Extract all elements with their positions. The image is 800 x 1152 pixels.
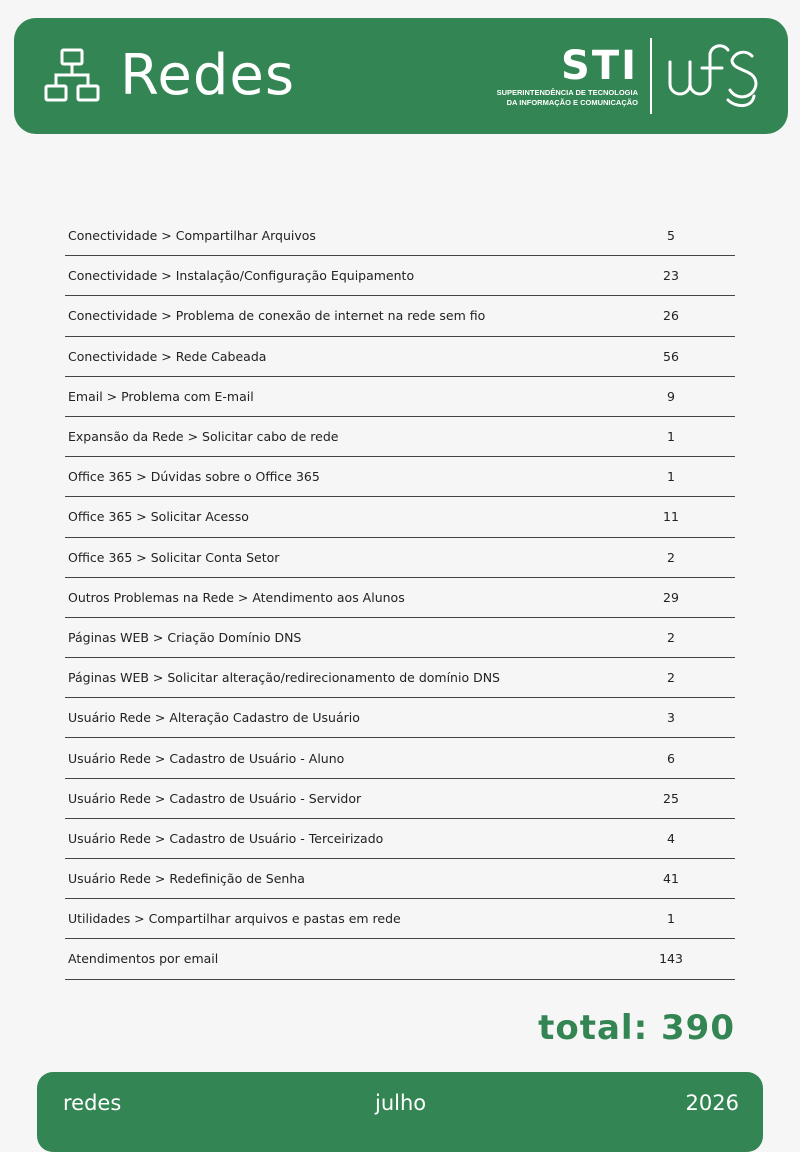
row-label: Utilidades > Compartilhar arquivos e pastas em rede [68, 911, 401, 927]
row-count: 1 [667, 469, 675, 485]
logo-divider [650, 38, 652, 114]
row-label: Office 365 > Solicitar Acesso [68, 509, 249, 525]
sti-subtitle-line2: DA INFORMAÇÃO E COMUNICAÇÃO [506, 98, 638, 107]
row-label: Conectividade > Instalação/Configuração Equipamento [68, 268, 415, 284]
table-row [65, 698, 735, 738]
row-count: 29 [663, 589, 679, 605]
row-label: Expansão da Rede > Solicitar cabo de rede [68, 429, 339, 445]
row-label: Usuário Rede > Cadastro de Usuário - Aluno [68, 750, 345, 766]
row-label: Usuário Rede > Cadastro de Usuário - Terceirizado [68, 830, 384, 846]
row-label: Atendimentos por email [68, 951, 219, 967]
row-count: 9 [667, 388, 675, 404]
row-label: Conectividade > Problema de conexão de internet na rede sem fio [68, 308, 486, 324]
table-row [65, 779, 735, 819]
row-count: 26 [663, 308, 679, 324]
row-label: Páginas WEB > Criação Domínio DNS [68, 629, 302, 645]
table-row [65, 256, 735, 296]
table-row [65, 819, 735, 859]
row-label: Usuário Rede > Cadastro de Usuário - Servidor [68, 790, 362, 806]
row-count: 2 [667, 629, 675, 645]
table-row [65, 296, 735, 336]
table-row [65, 618, 735, 658]
table-row [65, 859, 735, 899]
row-count: 1 [667, 429, 675, 445]
table-row [65, 658, 735, 698]
row-label: Email > Problema com E-mail [68, 388, 254, 404]
row-count: 5 [667, 228, 675, 244]
row-count: 143 [659, 951, 683, 967]
row-count: 25 [663, 790, 679, 806]
sti-logo [497, 44, 638, 108]
footer-category: redes [63, 1091, 122, 1115]
table-row [65, 417, 735, 457]
page-title: Redes [120, 43, 296, 108]
table-row [65, 457, 735, 497]
row-count: 23 [663, 268, 679, 284]
table-row [65, 899, 735, 939]
table-row [65, 538, 735, 578]
sti-subtitle-line1: SUPERINTENDÊNCIA DE TECNOLOGIA [496, 88, 638, 97]
row-count: 2 [667, 670, 675, 686]
table-row [65, 337, 735, 377]
network-icon [44, 48, 100, 104]
row-count: 56 [663, 348, 679, 364]
row-count: 3 [667, 710, 675, 726]
row-count: 11 [663, 509, 679, 525]
row-label: Office 365 > Dúvidas sobre o Office 365 [68, 469, 320, 485]
table-row [65, 578, 735, 618]
footer-month: julho [375, 1091, 427, 1115]
row-label: Conectividade > Compartilhar Arquivos [68, 228, 316, 244]
report-table [65, 216, 735, 980]
footer-banner [37, 1072, 763, 1152]
table-row [65, 216, 735, 256]
header-banner [14, 18, 788, 134]
table-row [65, 497, 735, 537]
row-count: 41 [663, 871, 679, 887]
row-label: Conectividade > Rede Cabeada [68, 348, 267, 364]
row-label: Usuário Rede > Alteração Cadastro de Usuário [68, 710, 360, 726]
row-count: 2 [667, 549, 675, 565]
row-label: Usuário Rede > Redefinição de Senha [68, 871, 305, 887]
total-value: total: 390 [538, 1008, 735, 1048]
footer-year: 2026 [685, 1091, 739, 1115]
row-count: 4 [667, 830, 675, 846]
row-label: Outros Problemas na Rede > Atendimento aos Alunos [68, 589, 405, 605]
row-label: Páginas WEB > Solicitar alteração/redirecionamento de domínio DNS [68, 670, 500, 686]
row-count: 1 [667, 911, 675, 927]
table-row [65, 738, 735, 778]
table-row [65, 939, 735, 979]
ufs-logo [664, 40, 762, 114]
sti-name: STI [561, 43, 638, 89]
table-row [65, 377, 735, 417]
row-label: Office 365 > Solicitar Conta Setor [68, 549, 280, 565]
row-count: 6 [667, 750, 675, 766]
